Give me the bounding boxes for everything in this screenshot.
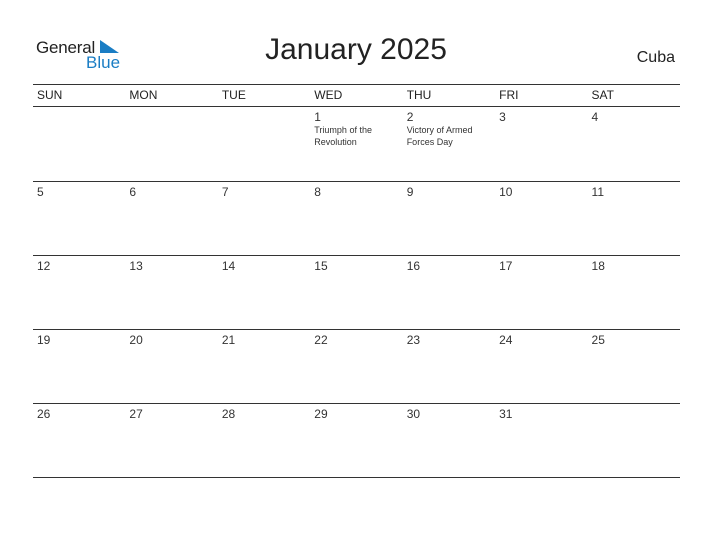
day-cell [125, 107, 217, 181]
day-number: 11 [591, 185, 604, 199]
day-cell [125, 404, 217, 477]
weekday-header-row [33, 84, 680, 107]
day-number: 9 [406, 185, 414, 199]
day-number: 4 [591, 110, 599, 124]
day-number: 27 [129, 407, 143, 421]
weekday-wed: WED [314, 88, 343, 102]
day-number: 25 [591, 333, 605, 347]
calendar-week-row [33, 404, 680, 478]
weekday-mon: MON [129, 88, 158, 102]
day-number: 20 [129, 333, 143, 347]
day-number: 17 [499, 259, 513, 273]
day-cell [218, 330, 310, 403]
day-cell [218, 256, 310, 329]
day-number: 19 [37, 333, 51, 347]
day-cell [310, 330, 402, 403]
day-number: 26 [37, 407, 51, 421]
calendar-weeks [33, 107, 680, 478]
day-number: 31 [499, 407, 513, 421]
day-number: 28 [221, 407, 236, 421]
day-cell [495, 404, 587, 477]
day-cell [33, 404, 125, 477]
day-number: 6 [129, 185, 137, 199]
day-cell [218, 182, 310, 255]
day-cell [310, 256, 402, 329]
weekday-tue: TUE [221, 88, 246, 102]
day-cell [588, 107, 680, 181]
day-number: 14 [221, 259, 236, 273]
day-cell [125, 330, 217, 403]
page-title: January 2025 [265, 33, 447, 66]
day-cell [125, 182, 217, 255]
day-number: 21 [221, 333, 236, 347]
day-cell [403, 404, 495, 477]
logo-text-blue: Blue [86, 53, 121, 72]
holiday-label: Victory of Armed Forces Day [406, 125, 473, 147]
day-cell [33, 330, 125, 403]
day-number: 23 [406, 333, 421, 347]
weekday-sat: SAT [591, 88, 614, 102]
day-cell [588, 182, 680, 255]
day-cell [588, 256, 680, 329]
day-cell [218, 107, 310, 181]
day-cell [403, 256, 495, 329]
day-number: 13 [129, 259, 143, 273]
weekday-thu: THU [406, 88, 432, 102]
day-cell [125, 256, 217, 329]
day-cell [588, 330, 680, 403]
calendar-week-row [33, 330, 680, 404]
day-number: 5 [37, 185, 44, 199]
day-cell [310, 107, 402, 181]
weekday-sun: SUN [37, 88, 63, 102]
day-cell [33, 107, 125, 181]
day-number: 24 [499, 333, 513, 347]
day-cell [310, 182, 402, 255]
weekday-fri: FRI [499, 88, 519, 102]
day-cell [495, 182, 587, 255]
day-number: 29 [314, 407, 328, 421]
calendar-week-row [33, 256, 680, 330]
day-cell [218, 404, 310, 477]
calendar-week-row [33, 182, 680, 256]
day-cell [33, 182, 125, 255]
day-number: 2 [406, 110, 414, 124]
logo-text-general: General [36, 38, 96, 57]
day-cell [403, 330, 495, 403]
day-cell [403, 182, 495, 255]
day-number: 12 [37, 259, 51, 273]
day-cell [495, 330, 587, 403]
calendar-week-row [33, 107, 680, 182]
day-number: 15 [314, 259, 328, 273]
day-cell [588, 404, 680, 477]
day-number: 3 [499, 110, 506, 124]
day-number: 16 [406, 259, 421, 273]
day-cell [495, 107, 587, 181]
country-label: Cuba [636, 49, 675, 66]
day-number: 10 [499, 185, 513, 199]
day-number: 8 [314, 185, 321, 199]
day-cell [33, 256, 125, 329]
day-cell [403, 107, 495, 181]
holiday-label: Triumph of the Revolution [314, 125, 372, 147]
day-number: 18 [591, 259, 605, 273]
day-number: 22 [314, 333, 328, 347]
day-number: 30 [406, 407, 421, 421]
day-cell [310, 404, 402, 477]
calendar-grid [33, 84, 680, 478]
day-cell [495, 256, 587, 329]
day-number: 1 [314, 110, 321, 124]
day-number: 7 [221, 185, 229, 199]
